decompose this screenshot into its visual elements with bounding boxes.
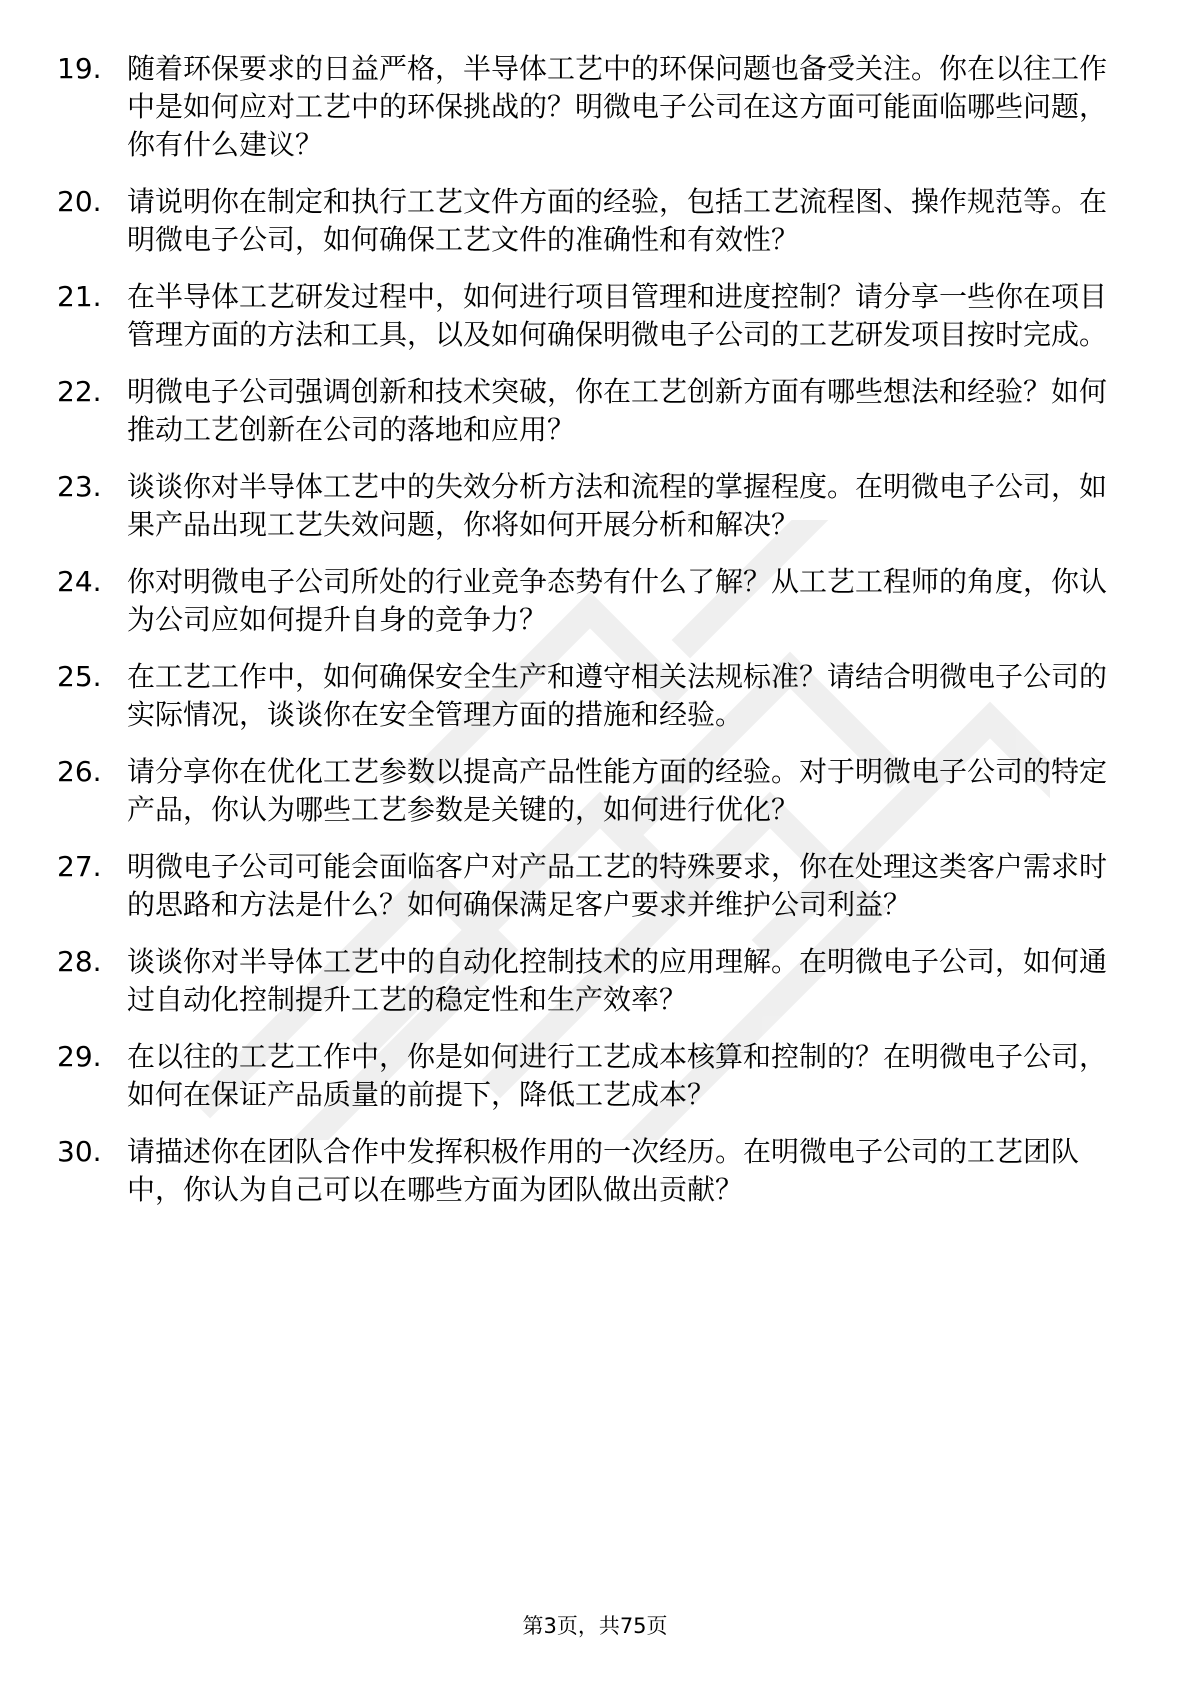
question-text: 谈谈你对半导体工艺中的失效分析方法和流程的掌握程度。在明微电子公司，如果产品出现工艺失效问题，你将如何开展分析和解决？ — [127, 470, 1108, 541]
question-item — [57, 373, 1127, 449]
question-item — [57, 1038, 1127, 1114]
question-item — [57, 278, 1127, 354]
question-text: 在以往的工艺工作中，你是如何进行工艺成本核算和控制的？在明微电子公司，如何在保证产品质量的前提下，降低工艺成本？ — [127, 1040, 1108, 1111]
question-text: 明微电子公司可能会面临客户对产品工艺的特殊要求，你在处理这类客户需求时的思路和方法是什么？如何确保满足客户要求并维护公司利益？ — [127, 850, 1108, 921]
question-item — [57, 1133, 1127, 1209]
question-text: 在工艺工作中，如何确保安全生产和遵守相关法规标准？请结合明微电子公司的实际情况，谈谈你在安全管理方面的措施和经验。 — [127, 660, 1108, 731]
question-text: 随着环保要求的日益严格，半导体工艺中的环保问题也备受关注。你在以往工作中是如何应对工艺中的环保挑战的？明微电子公司在这方面可能面临哪些问题，你有什么建议？ — [127, 52, 1108, 161]
question-number: 19. — [57, 52, 102, 85]
question-number: 25. — [57, 660, 102, 693]
question-item — [57, 50, 1127, 164]
page-number-label: 第3页，共75页 — [522, 1614, 668, 1638]
question-item — [57, 183, 1127, 259]
question-item — [57, 563, 1127, 639]
question-number: 29. — [57, 1040, 102, 1073]
question-list — [57, 50, 1127, 1228]
question-item — [57, 943, 1127, 1019]
question-text: 在半导体工艺研发过程中，如何进行项目管理和进度控制？请分享一些你在项目管理方面的方法和工具，以及如何确保明微电子公司的工艺研发项目按时完成。 — [127, 280, 1108, 351]
question-text: 请说明你在制定和执行工艺文件方面的经验，包括工艺流程图、操作规范等。在明微电子公司，如何确保工艺文件的准确性和有效性？ — [127, 185, 1108, 256]
question-number: 24. — [57, 565, 102, 598]
question-item — [57, 848, 1127, 924]
page-footer — [0, 1612, 1190, 1640]
question-number: 30. — [57, 1135, 102, 1168]
question-text: 明微电子公司强调创新和技术突破，你在工艺创新方面有哪些想法和经验？如何推动工艺创新在公司的落地和应用？ — [127, 375, 1108, 446]
question-text: 谈谈你对半导体工艺中的自动化控制技术的应用理解。在明微电子公司，如何通过自动化控制提升工艺的稳定性和生产效率？ — [127, 945, 1108, 1016]
question-number: 21. — [57, 280, 102, 313]
question-number: 26. — [57, 755, 102, 788]
question-item — [57, 468, 1127, 544]
question-number: 28. — [57, 945, 102, 978]
question-item — [57, 658, 1127, 734]
question-text: 请描述你在团队合作中发挥积极作用的一次经历。在明微电子公司的工艺团队中，你认为自己可以在哪些方面为团队做出贡献？ — [127, 1135, 1080, 1206]
question-number: 23. — [57, 470, 102, 503]
question-item — [57, 753, 1127, 829]
question-number: 22. — [57, 375, 102, 408]
question-number: 27. — [57, 850, 102, 883]
question-number: 20. — [57, 185, 102, 218]
question-text: 请分享你在优化工艺参数以提高产品性能方面的经验。对于明微电子公司的特定产品，你认为哪些工艺参数是关键的，如何进行优化？ — [127, 755, 1108, 826]
question-text: 你对明微电子公司所处的行业竞争态势有什么了解？从工艺工程师的角度，你认为公司应如何提升自身的竞争力？ — [127, 565, 1108, 636]
